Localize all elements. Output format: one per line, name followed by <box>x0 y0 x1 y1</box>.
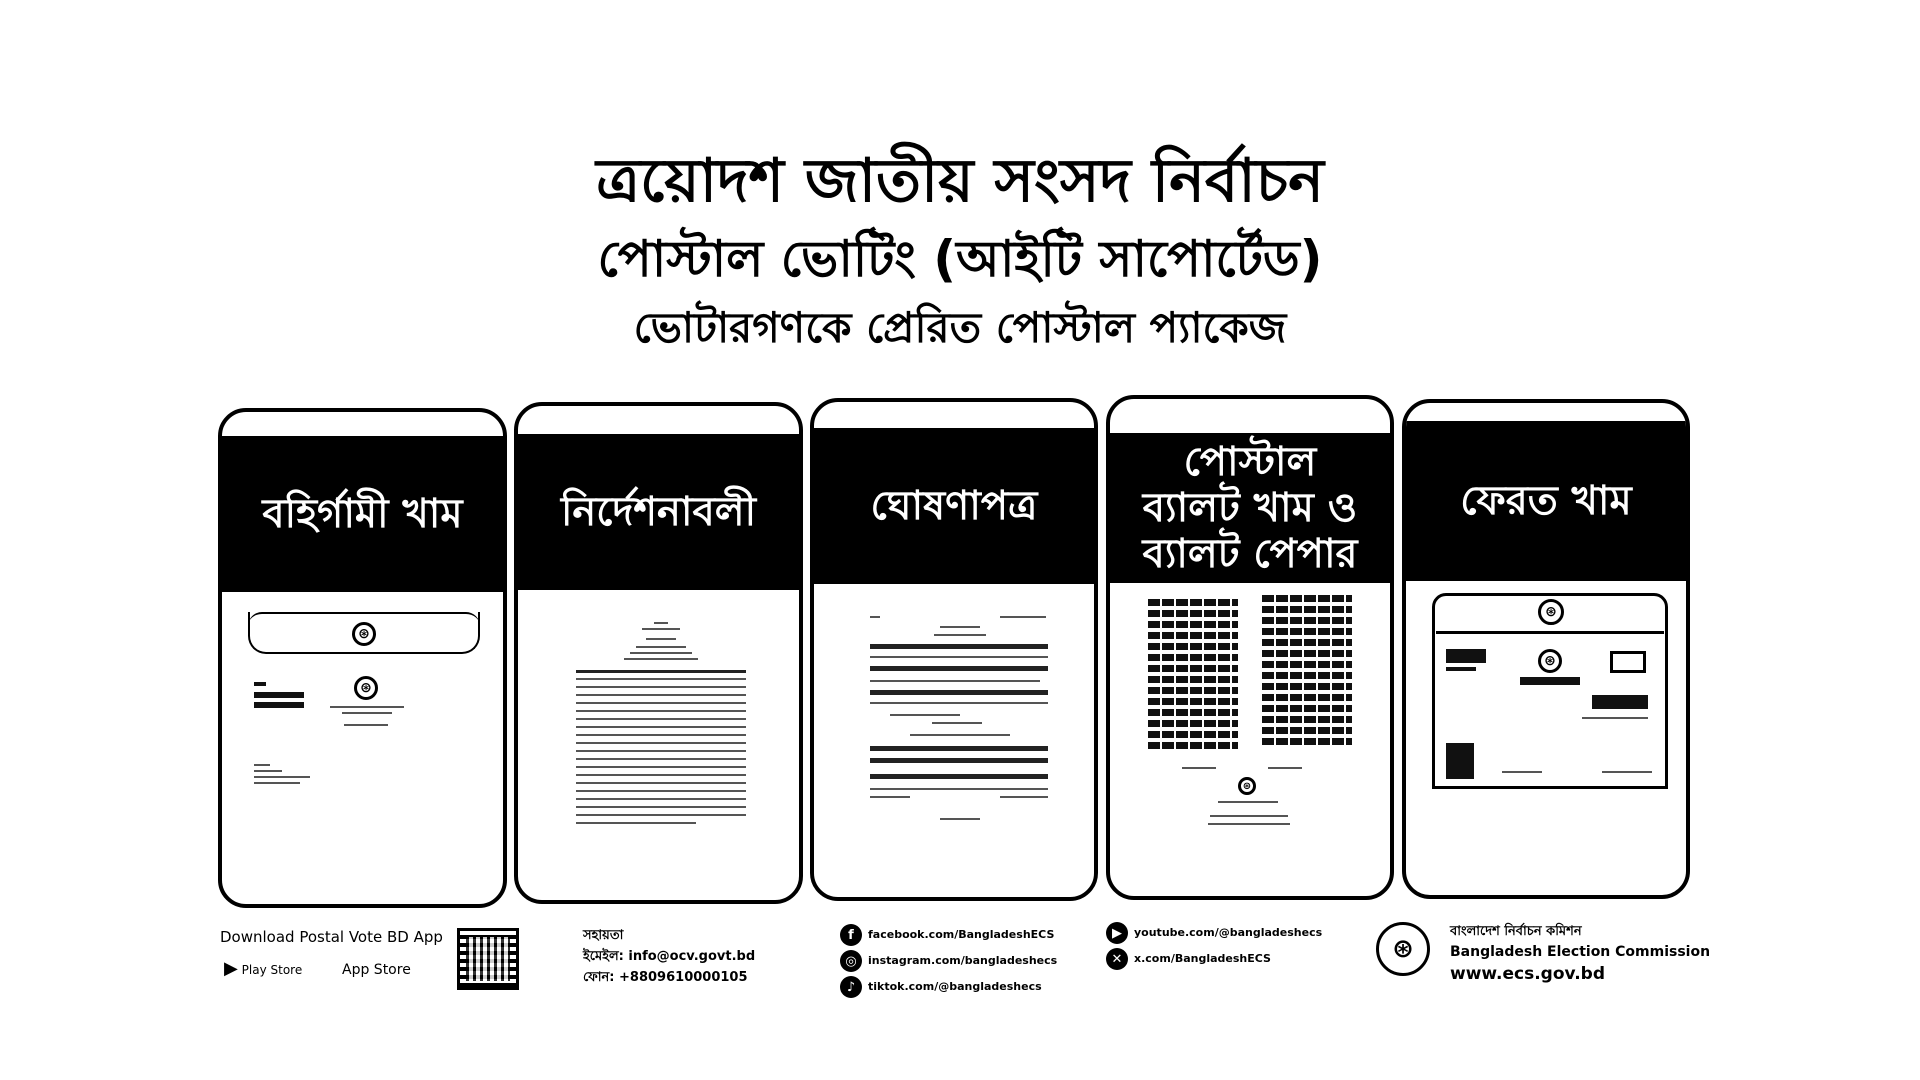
help-title: সহায়তা <box>583 928 624 943</box>
card-declaration <box>810 398 1098 901</box>
ballot-paper-thumbnail <box>1148 595 1358 855</box>
youtube-icon: ▶ <box>1106 922 1128 944</box>
tiktok-link[interactable]: ♪ tiktok.com/@bangladeshecs <box>840 976 1042 998</box>
emblem-icon: ⊛ <box>1538 599 1564 625</box>
facebook-link[interactable]: f facebook.com/BangladeshECS <box>840 924 1054 946</box>
card-label-line-1: পোস্টাল <box>1183 439 1317 485</box>
card-label-line-3: ব্যালট পেপার <box>1142 531 1358 577</box>
emblem-icon: ⊛ <box>1238 777 1256 795</box>
card-instructions <box>514 402 803 904</box>
card-label-band <box>518 434 799 590</box>
website-link[interactable]: www.ecs.gov.bd <box>1450 964 1606 984</box>
heading-block <box>0 140 1920 360</box>
instagram-link[interactable]: ◎ instagram.com/bangladeshecs <box>840 950 1057 972</box>
facebook-icon: f <box>840 924 862 946</box>
play-store-icon: ▶ <box>224 958 238 979</box>
help-email[interactable]: ইমেইল: info@ocv.govt.bd <box>583 949 756 964</box>
card-label: নির্দেশনাবলী <box>560 489 757 535</box>
emblem-icon: ⊛ <box>354 676 378 700</box>
org-name-en: Bangladesh Election Commission <box>1450 944 1711 960</box>
tiktok-icon: ♪ <box>840 976 862 998</box>
card-label-band <box>1406 421 1686 581</box>
instructions-thumbnail <box>576 616 746 856</box>
card-label-band <box>814 428 1094 584</box>
card-label-band <box>1110 433 1390 583</box>
card-label: ঘোষণাপত্র <box>870 483 1038 529</box>
title-line-1: ত্রয়োদশ জাতীয় সংসদ নির্বাচন <box>596 146 1324 216</box>
emblem-icon: ⊛ <box>1538 649 1562 673</box>
card-outgoing-envelope <box>218 408 507 908</box>
card-label: বহির্গামী খাম <box>262 491 463 537</box>
app-store-badge[interactable]: App Store <box>342 962 411 978</box>
card-ballot-envelope-and-paper <box>1106 395 1394 900</box>
app-download-text: Download Postal Vote BD App <box>220 928 443 946</box>
footer <box>0 920 1920 1020</box>
envelope-thumbnail <box>248 612 480 832</box>
election-commission-logo-icon: ⊛ <box>1376 922 1430 976</box>
declaration-thumbnail <box>870 610 1048 850</box>
title-line-3: ভোটারগণকে প্রেরিত পোস্টাল প্যাকেজ <box>633 303 1287 352</box>
play-store-badge[interactable]: ▶ Play Store <box>224 958 303 979</box>
qr-code[interactable] <box>457 928 519 990</box>
help-phone: ফোন: +8809610000105 <box>583 970 748 985</box>
org-name-bn: বাংলাদেশ নির্বাচন কমিশন <box>1450 924 1582 939</box>
youtube-link[interactable]: ▶ youtube.com/@bangladeshecs <box>1106 922 1322 944</box>
instagram-icon: ◎ <box>840 950 862 972</box>
emblem-icon: ⊛ <box>352 622 376 646</box>
card-return-envelope <box>1402 399 1690 899</box>
card-label: ফেরত খাম <box>1460 478 1632 524</box>
card-label-band <box>222 436 503 592</box>
return-envelope-thumbnail <box>1432 593 1668 793</box>
title-line-2: পোস্টাল ভোটিং (আইটি সাপোর্টেড) <box>597 230 1323 288</box>
card-label-line-2: ব্যালট খাম ও <box>1142 485 1358 531</box>
x-icon: ✕ <box>1106 948 1128 970</box>
x-link[interactable]: ✕ x.com/BangladeshECS <box>1106 948 1271 970</box>
